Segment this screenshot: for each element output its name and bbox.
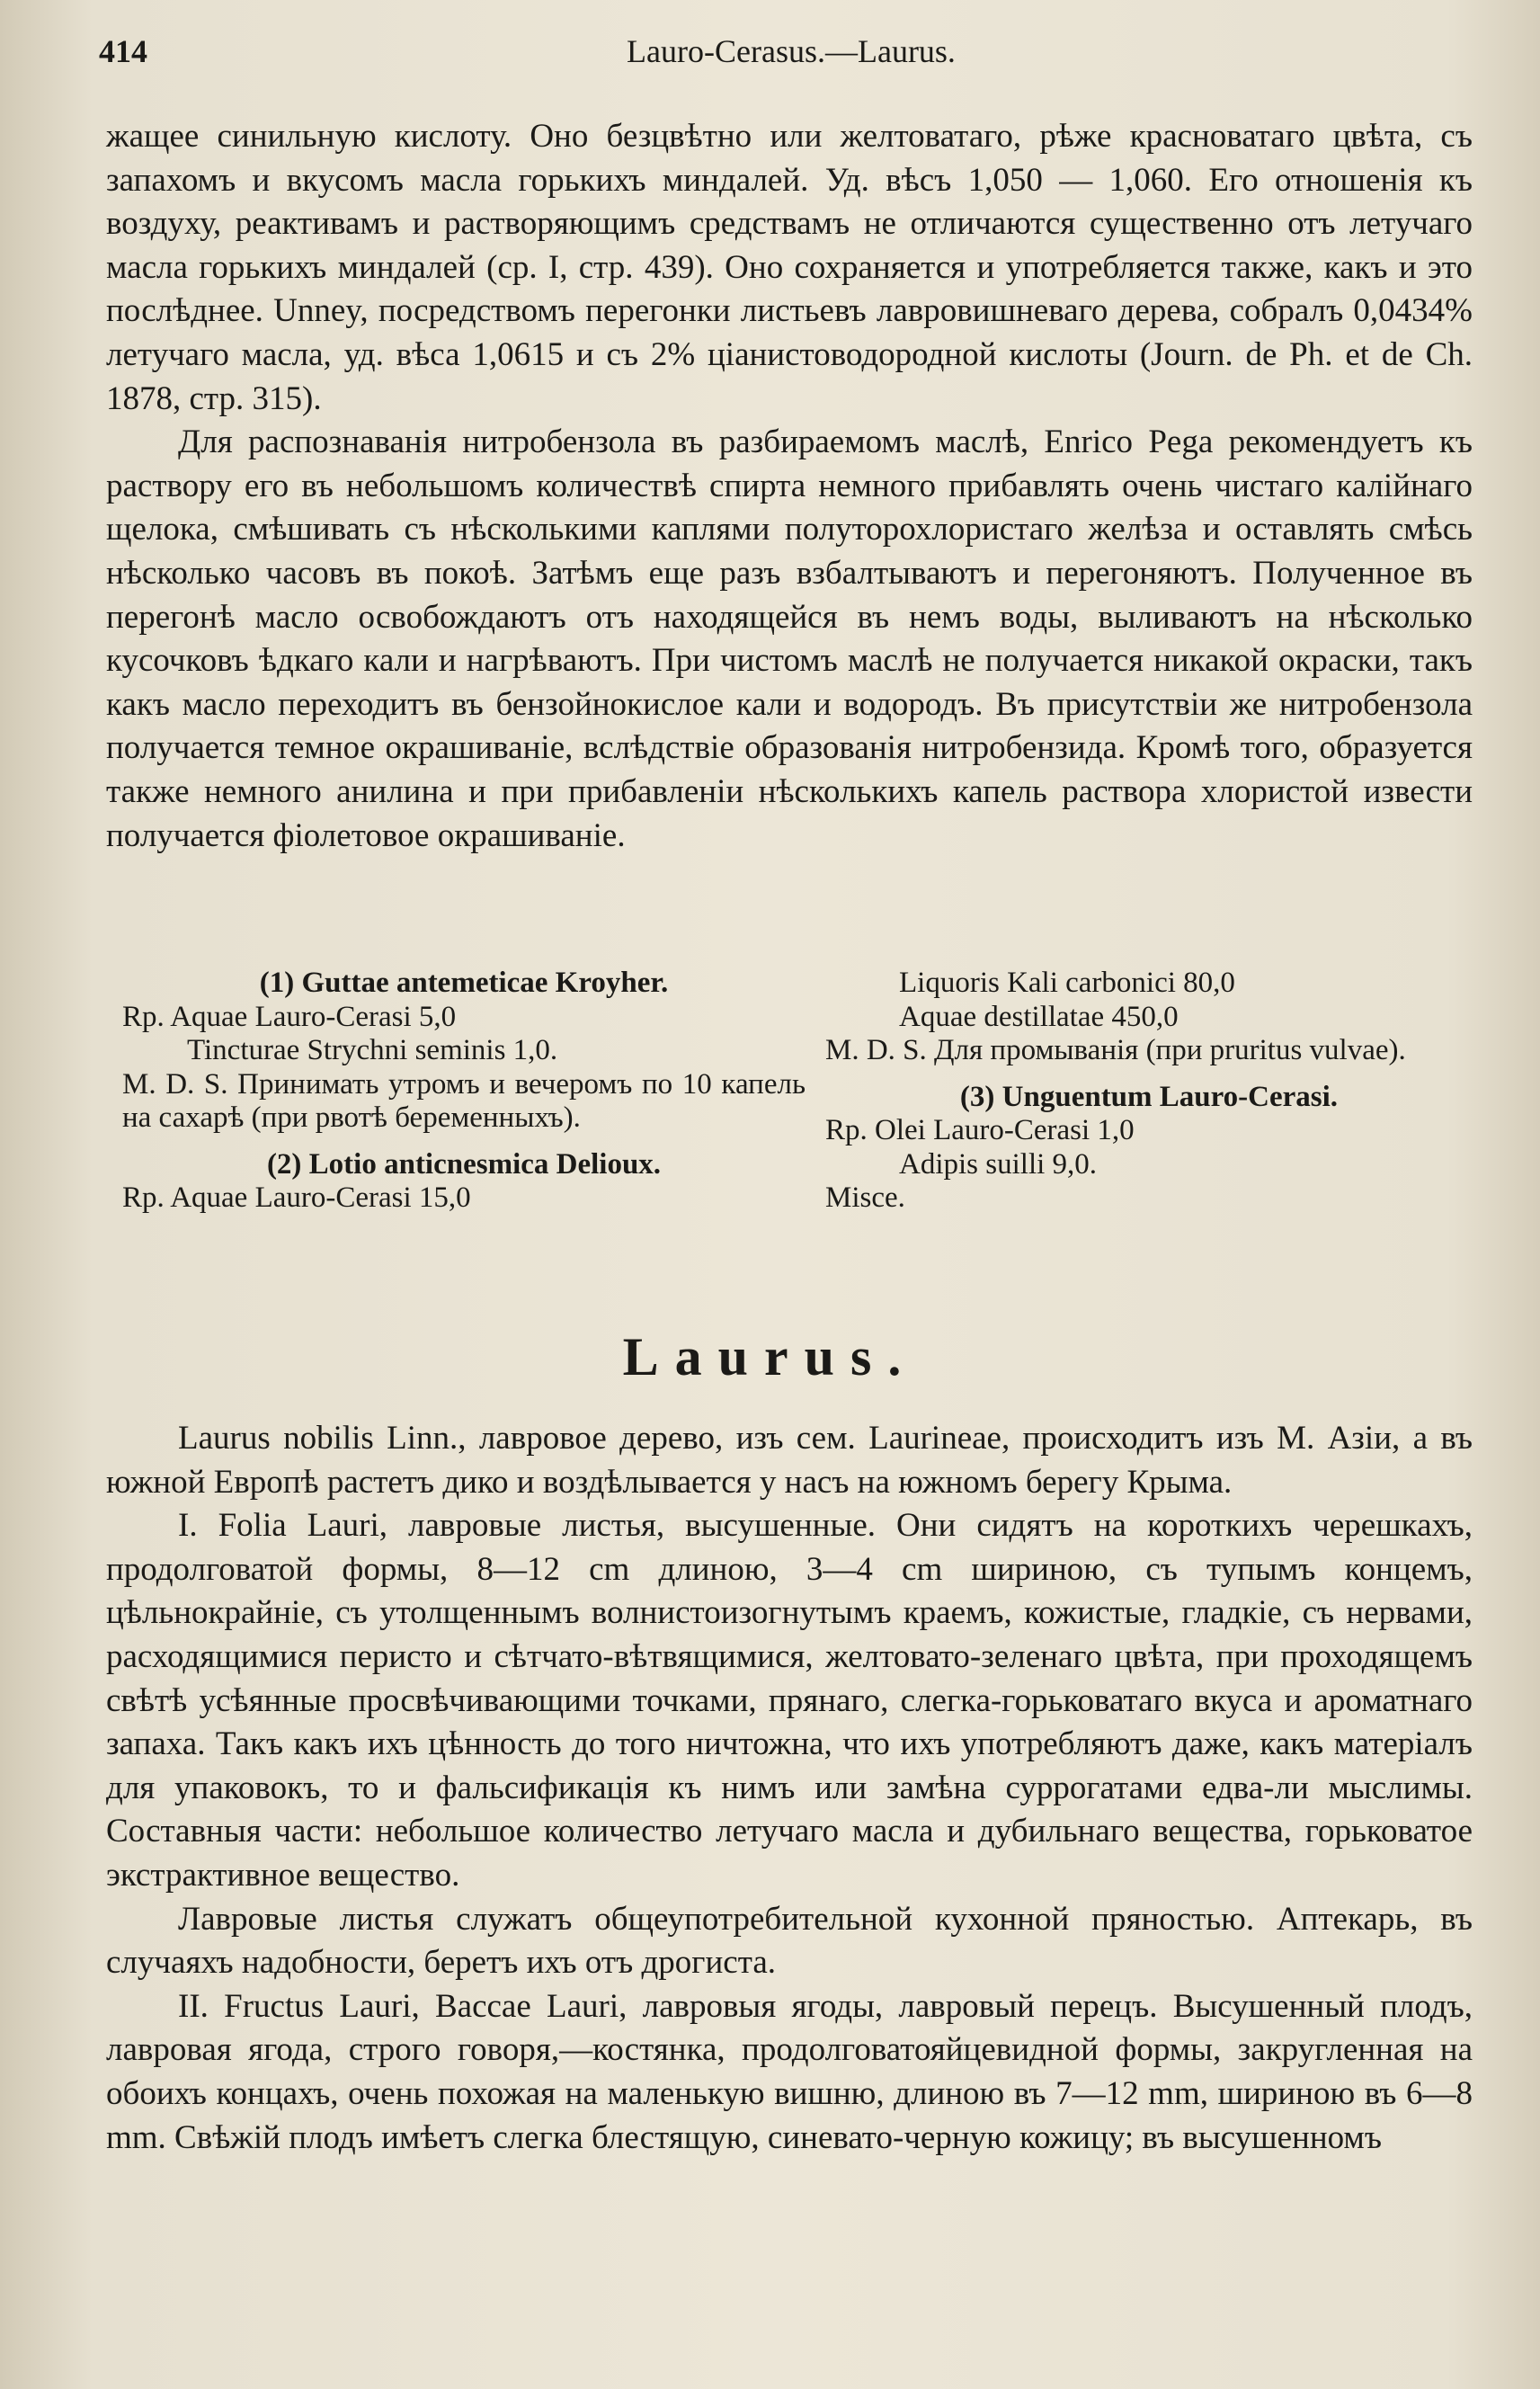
- recipe-1-line-2: Tincturae Strychni seminis 1,0.: [187, 1034, 558, 1066]
- recipe-1-title: (1) Guttae antemeticae Kroyher.: [259, 967, 669, 999]
- lauro-cerasus-text: [106, 115, 1473, 858]
- recipe-2-line-1: Rp. Aquae Lauro-Cerasi 15,0: [122, 1181, 471, 1214]
- paragraph-laurel-leaves-use: Лавровые листья служатъ общеупотребительной кухонной пряностью. Аптекарь, въ случаяхъ надобности, беретъ ихъ отъ дрогиста.: [106, 1900, 1473, 1982]
- recipe-2-title: (2) Lotio anticnesmica Delioux.: [266, 1147, 662, 1181]
- paragraph-oil-properties: жащее синильную кислоту. Оно безцвѣтно или желтоватаго, рѣже красноватаго цвѣта, съ запахомъ и вкусомъ масла горькихъ миндалей. Уд. вѣсъ 1,050 — 1,060. Его отношенія къ воздуху, реактивамъ и растворяющимъ средствамъ не отличаются существенно отъ летучаго масла горькихъ миндалей (ср. I, стр. 439). Оно сохраняется и употребляется также, какъ и это послѣднее. Unney, посредствомъ перегонки листьевъ лавровишневаго дерева, собралъ 0,0434% летучаго масла, уд. вѣса 1,0615 и съ 2% ціанистоводородной кислоты (Journ. de Ph. et de Ch. 1878, стр. 315).: [106, 118, 1473, 417]
- recipes-right-column: [825, 967, 1473, 1216]
- recipe-1-line-1: Rp. Aquae Lauro-Cerasi 5,0: [122, 1000, 457, 1033]
- recipe-3-line-2: Adipis suilli 9,0.: [899, 1147, 1098, 1181]
- recipe-3-line-1: Rp. Olei Lauro-Cerasi 1,0: [825, 1114, 1135, 1146]
- recipe-3-misce: Misce.: [825, 1181, 905, 1214]
- paragraph-laurus-intro: Laurus nobilis Linn., лавровое дерево, изъ сем. Laurineae, происходитъ изъ М. Азіи, а въ южной Европѣ растетъ дико и воздѣлывается у насъ на южномъ берегу Крыма.: [106, 1420, 1473, 1501]
- laurus-text: [106, 1417, 1473, 2160]
- recipe-3-title: (3) Unguentum Lauro-Cerasi.: [959, 1080, 1339, 1113]
- recipes-left-column: [122, 967, 806, 1216]
- section-title-laurus: Laurus.: [622, 1327, 918, 1386]
- running-title: Lauro-Cerasus.—Laurus.: [627, 33, 956, 69]
- recipe-2-line-2: Liquoris Kali carbonici 80,0: [899, 967, 1235, 999]
- paragraph-fructus-lauri: II. Fructus Lauri, Baccae Lauri, лавровыя ягоды, лавровый перецъ. Высушенный плодъ, лавровая ягода, строго говоря,—костянка, продолговатояйцевидной формы, закругленная на обоихъ концахъ, очень похожая на маленькую вишню, длиною въ 7—12 mm, шириною въ 6—8 mm. Свѣжій плодъ имѣетъ слегка блестящую, синевато-черную кожицу; въ высушенномъ: [106, 1987, 1473, 2156]
- paragraph-nitrobenzene-test: Для распознаванія нитробензола въ разбираемомъ маслѣ, Enrico Pega рекомендуетъ къ раствору его въ небольшомъ количествѣ спирта немного прибавлять очень чистаго калійнаго щелока, смѣшивать съ нѣсколькими каплями полуторохлористаго желѣза и оставлять смѣсь нѣсколько часовъ въ покоѣ. Затѣмъ еще разъ взбалтываютъ и перегоняютъ. Полученное въ перегонѣ масло освобождаютъ отъ находящейся въ немъ воды, выливаютъ на нѣсколько кусочковъ ѣдкаго кали и нагрѣваютъ. При чистомъ маслѣ не получается никакой окраски, такъ какъ масло переходитъ въ бензойнокислое кали и водородъ. Въ присутствіи же нитробензола получается темное окрашиваніе, вслѣдствіе образованія нитробензида. Кромѣ того, образуется также немного анилина и при прибавленіи нѣсколькихъ капель раствора хлористой извести получается фіолетовое окрашиваніе.: [106, 423, 1473, 854]
- recipe-2-line-3: Aquae destillatae 450,0: [899, 1000, 1179, 1033]
- page-number: 414: [99, 33, 147, 69]
- recipe-2-signa: M. D. S. Для промыванія (при pruritus vulvae).: [825, 1034, 1406, 1066]
- page-header: [99, 32, 1483, 86]
- recipes-block: [106, 967, 1473, 1272]
- paragraph-folia-lauri: I. Folia Lauri, лавровые листья, высушенные. Они сидятъ на короткихъ черешкахъ, продолговатой формы, 8—12 cm длиною, 3—4 cm шириною, съ тупымъ концемъ, цѣльнокрайніе, съ утолщеннымъ волнистоизогнутымъ краемъ, кожистые, гладкіе, съ нервами, расходящимися перисто и сѣтчато-вѣтвящимися, желтовато-зеленаго цвѣта, при проходящемъ свѣтѣ усѣянные просвѣчивающими точками, прянаго, слегка-горьковатаго вкуса и ароматнаго запаха. Такъ какъ ихъ цѣнность до того ничтожна, что ихъ употребляютъ даже, какъ матеріалъ для упаковокъ, то и фальсификація къ нимъ или замѣна суррогатами едва-ли мыслимы. Составныя части: небольшое количество летучаго масла и дубильнаго вещества, горьковатое экстрактивное вещество.: [106, 1507, 1473, 1894]
- recipe-1-signa: M. D. S. Принимать утромъ и вечеромъ по 10 капель на сахарѣ (при рвотѣ беременныхъ).: [122, 1067, 806, 1134]
